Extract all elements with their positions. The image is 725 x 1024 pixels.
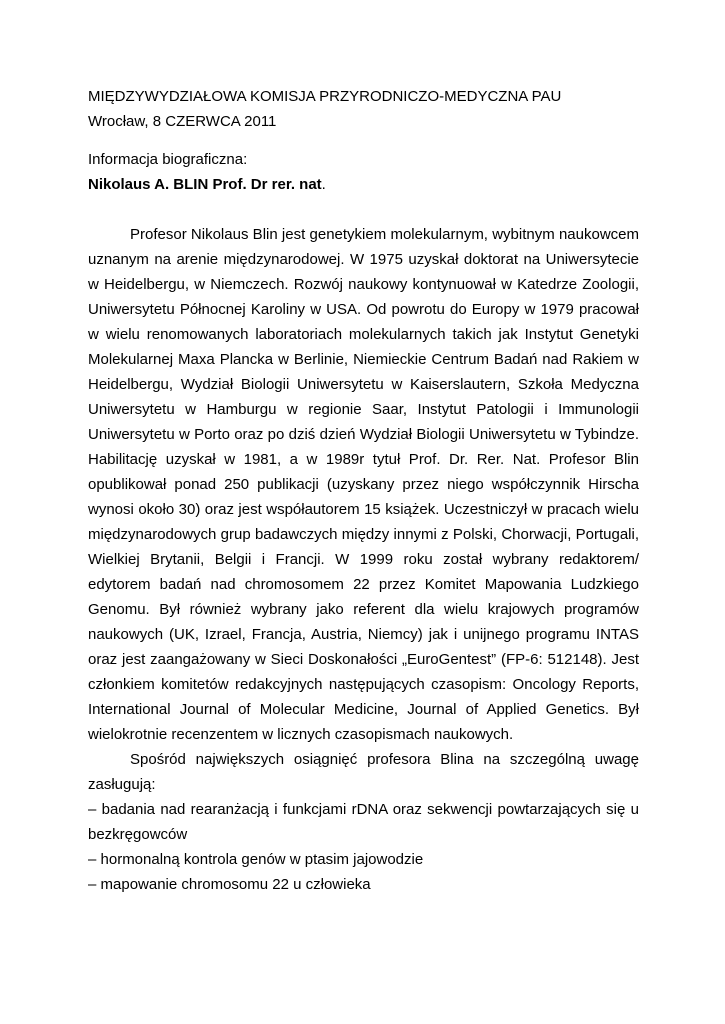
spacer [88,134,639,147]
achievement-item: – mapowanie chromosomu 22 u człowieka [88,876,371,893]
document-page [88,84,639,897]
bio-label: Informacja biograficzna: [88,151,248,168]
place-date: Wrocław, 8 CZERWCA 2011 [88,113,277,130]
achievements-intro: Spośród największych osiągnięć profesora Blina na szczególną uwagę zasługują: [88,751,639,793]
achievement-item: – badania nad rearanżacją i funkcjami rDNA oraz sekwencji powtarzających się u bezkręgowców [88,801,639,843]
biography-paragraph: Profesor Nikolaus Blin jest genetykiem molekularnym, wybitnym naukowcem uznanym na arenie międzynarodowej. W 1975 uzyskał doktorat na Uniwersytecie w Heidelbergu, w Niemczech. Rozwój naukowy kontynuował w Katedrze Zoologii, Uniwersytetu Północnej Karoliny w USA. Od powrotu do Europy w 1979 pracował w wielu renomowanych laboratoriach molekularnych takich jak Instytut Genetyki Molekularnej Maxa Plancka w Berlinie, Niemieckie Centrum Badań nad Rakiem w Heidelbergu, Wydział Biologii Uniwersytetu w Kaiserslautern, Szkoła Medyczna Uniwersytetu w Hamburgu w regionie Saar, Instytut Patologii i Immunologii Uniwersytetu w Porto oraz po dziś dzień Wydział Biologii Uniwersytetu w Tybindze. Habilitację uzyskał w 1981, a w 1989r tytuł Prof. Dr. Rer. Nat. Profesor Blin opublikował ponad 250 publikacji (uzyskany przez niego współczynnik Hirscha wynosi około 30) oraz jest współautorem 15 książek. Uczestniczył w pracach wielu międzynarodowych grup badawczych między innymi z Polski, Chorwacji, Portugali, Wielkiej Brytanii, Belgii i Francji. W 1999 roku został wybrany redaktorem/ edytorem badań nad chromosomem 22 przez Komitet Mapowania Ludzkiego Genomu. Był również wybrany jako referent dla wielu krajowych programów naukowych (UK, Izrael, Francja, Austria, Niemcy) jak i unijnego programu INTAS oraz jest zaangażowany w Sieci Doskonałości „EuroGentest” (FP-6: 512148). Jest członkiem komitetów redakcyjnych następujących czasopism: Oncology Reports, International Journal of Molecular Medicine, Journal of Applied Genetics. Był wielokrotnie recenzentem w licznych czasopismach naukowych. [88,226,639,743]
commission-title: MIĘDZYWYDZIAŁOWA KOMISJA PRZYRODNICZO-MEDYCZNA PAU [88,88,562,105]
person-name-suffix: . [321,176,326,193]
person-name-text: Nikolaus A. BLIN Prof. Dr rer. nat [88,176,322,193]
person-name [88,172,639,197]
achievement-item: – hormonalną kontrola genów w ptasim jajowodzie [88,851,424,868]
spacer [88,197,639,222]
